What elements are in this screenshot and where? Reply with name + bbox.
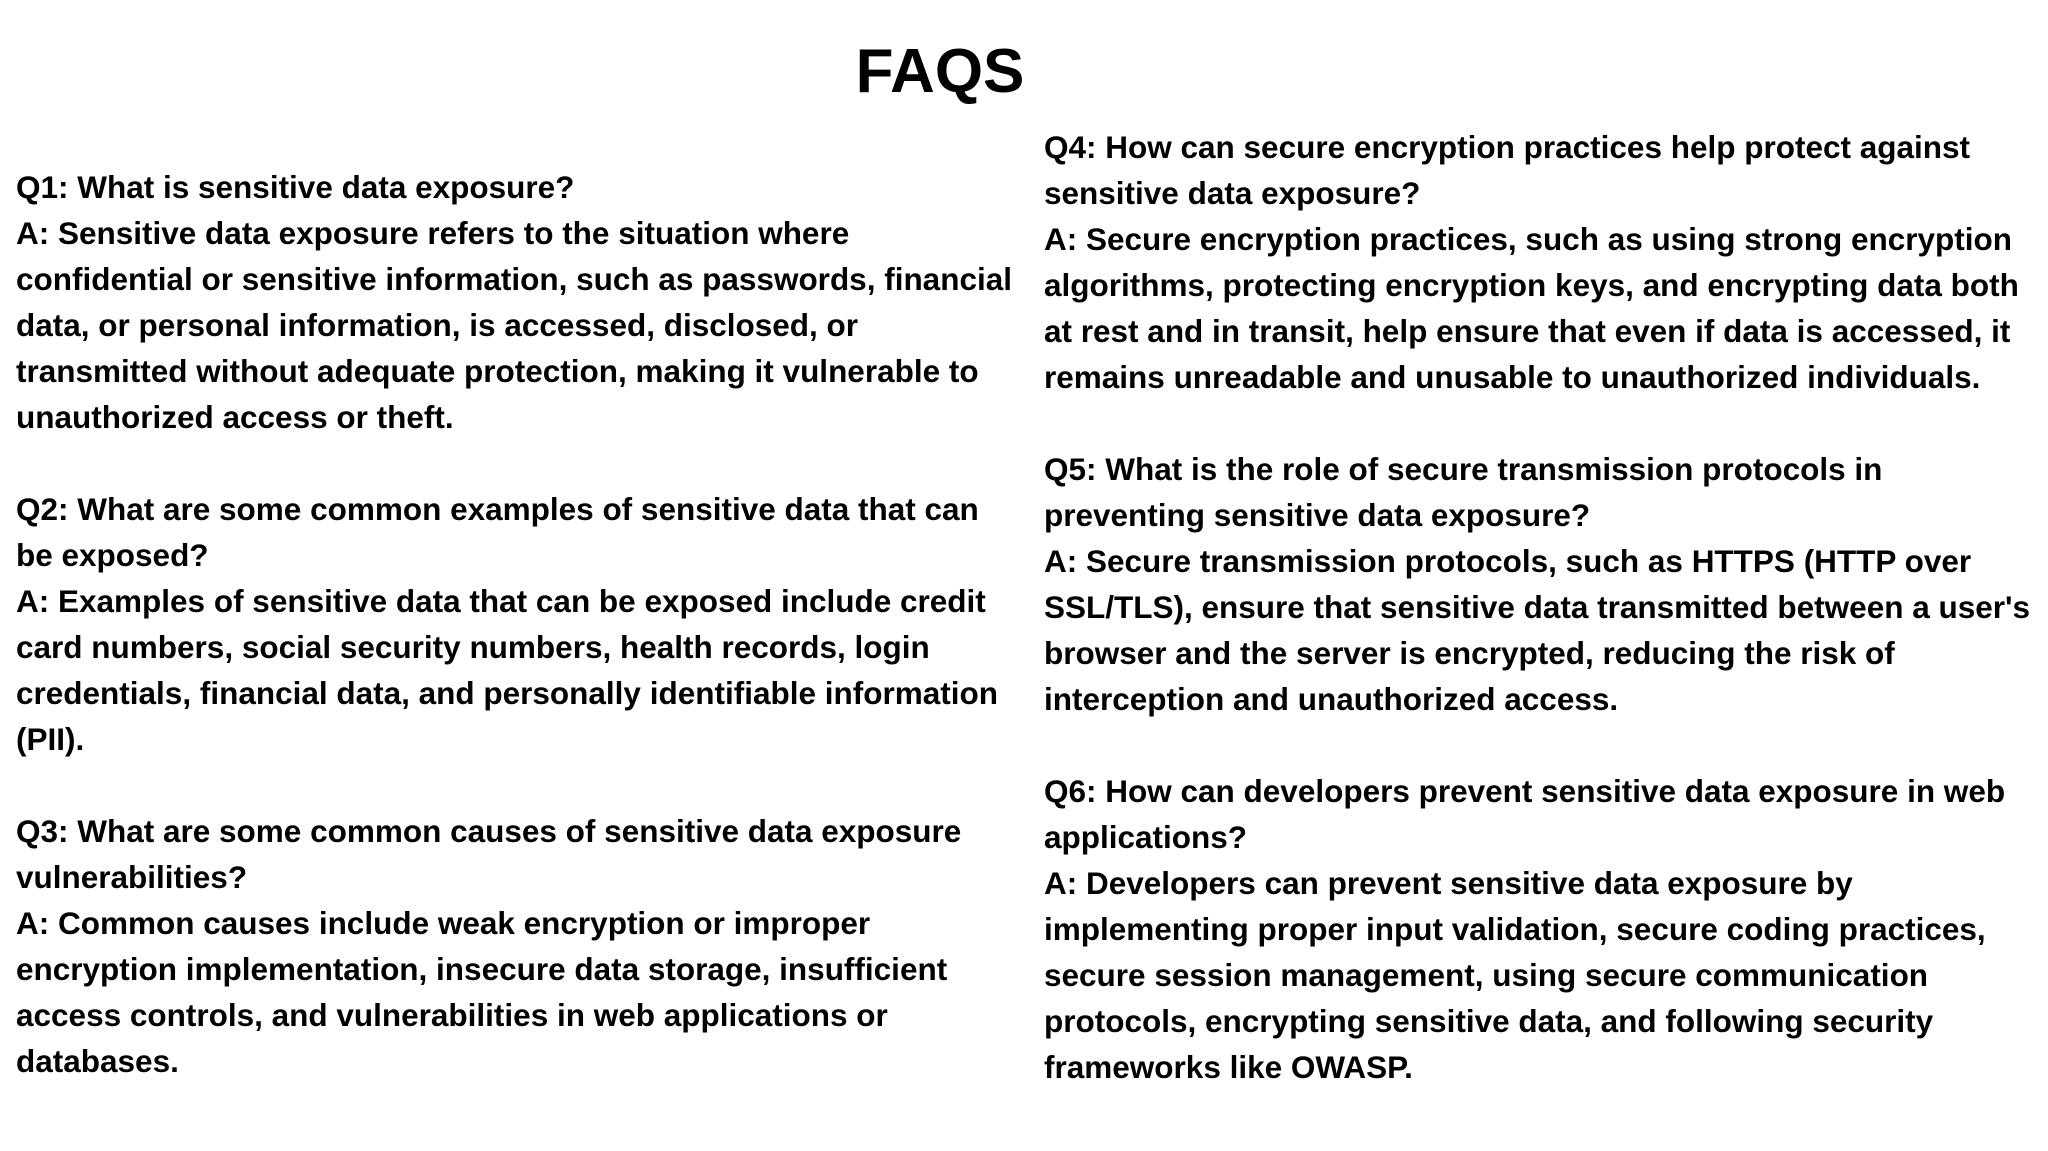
faq-answer: A: Sensitive data exposure refers to the situation where confidential or sensitive information, such as passwords, financial data, or personal information, is accessed, disclosed, or transmitted without adequate protection, making it vulnerable to unauthorized access or theft. xyxy=(16,215,1012,435)
page-title: FAQS xyxy=(855,37,1025,106)
faq-item-q1 xyxy=(16,164,1016,440)
faq-question: Q2: What are some common examples of sensitive data that can be exposed? xyxy=(16,491,979,573)
faq-answer: A: Developers can prevent sensitive data exposure by implementing proper input validation, secure coding practices, secure session management, using secure communication protocols, encrypting sensitive data, and following security frameworks like OWASP. xyxy=(1044,865,1986,1085)
faq-question: Q4: How can secure encryption practices help protect against sensitive data exposure? xyxy=(1044,129,1971,211)
faq-column-left xyxy=(16,164,1016,1084)
faq-question: Q1: What is sensitive data exposure? xyxy=(16,169,575,205)
faq-item-q3 xyxy=(16,808,1016,1084)
faq-item-q4 xyxy=(1044,124,2034,400)
faq-question: Q5: What is the role of secure transmission protocols in preventing sensitive data exposure? xyxy=(1044,451,1883,533)
faq-answer: A: Common causes include weak encryption or improper encryption implementation, insecure data storage, insufficient access controls, and vulnerabilities in web applications or databases. xyxy=(16,905,948,1079)
faq-question: Q6: How can developers prevent sensitive data exposure in web applications? xyxy=(1044,773,2006,855)
faq-item-q6 xyxy=(1044,768,2034,1090)
faq-question: Q3: What are some common causes of sensitive data exposure vulnerabilities? xyxy=(16,813,962,895)
faq-answer: A: Secure transmission protocols, such as HTTPS (HTTP over SSL/TLS), ensure that sensitive data transmitted between a user's browser and the server is encrypted, reducing the risk of interception and unauthorized access. xyxy=(1044,543,2031,717)
faq-answer: A: Secure encryption practices, such as using strong encryption algorithms, protecting encryption keys, and encrypting data both at rest and in transit, help ensure that even if data is accessed, it remains unreadable and unusable to unauthorized individuals. xyxy=(1044,221,2019,395)
faq-column-right xyxy=(1044,124,2034,1090)
faq-item-q5 xyxy=(1044,446,2034,722)
faq-item-q2 xyxy=(16,486,1016,762)
faq-answer: A: Examples of sensitive data that can be exposed include credit card numbers, social security numbers, health records, login credentials, financial data, and personally identifiable information (PII). xyxy=(16,583,998,757)
